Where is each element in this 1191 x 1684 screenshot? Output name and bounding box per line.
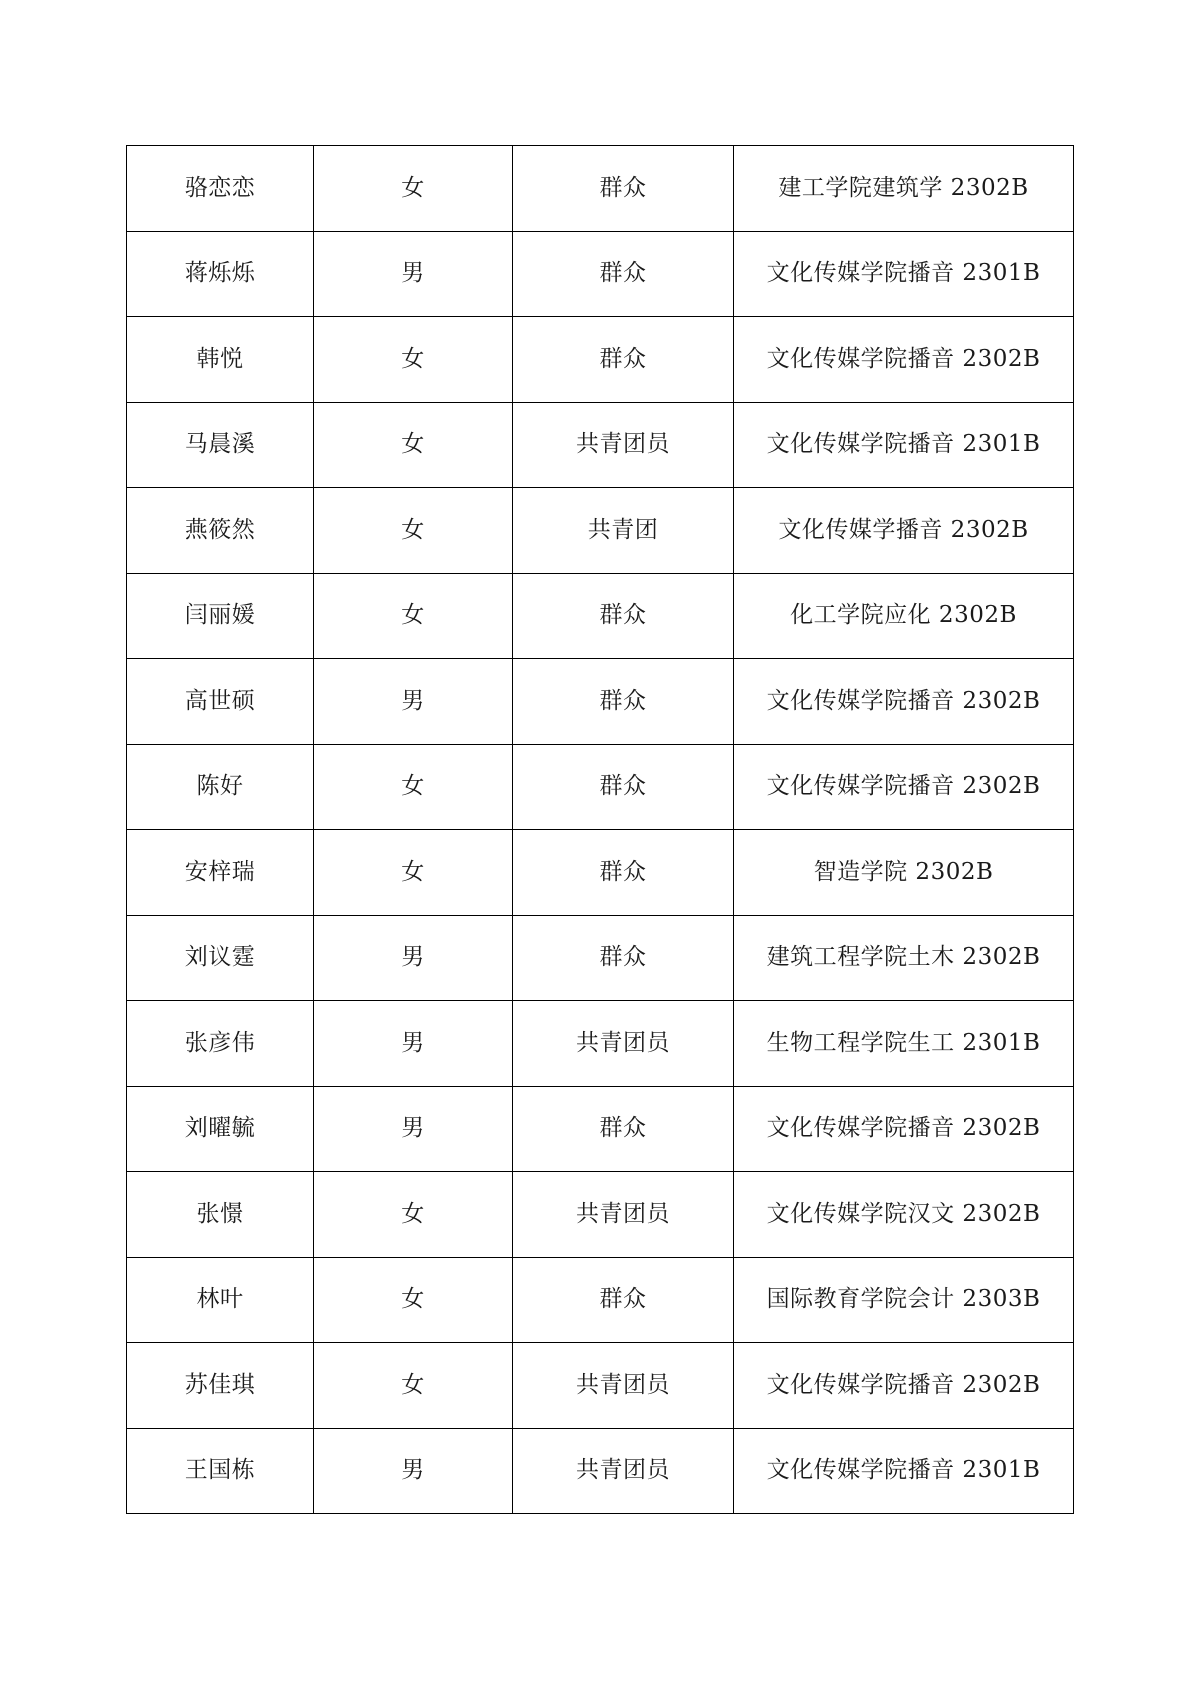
name-cell: 闫丽媛 <box>127 573 314 659</box>
name-cell: 张彦伟 <box>127 1001 314 1087</box>
gender-cell: 男 <box>314 915 513 1001</box>
college-class-cell: 文化传媒学院汉文 2302B <box>734 1172 1074 1258</box>
student-roster-table <box>126 145 1074 1514</box>
name-cell: 高世硕 <box>127 659 314 745</box>
gender-cell: 女 <box>314 146 513 232</box>
political-status-cell: 共青团员 <box>513 1343 734 1429</box>
political-status-cell: 群众 <box>513 146 734 232</box>
college-class-cell: 文化传媒学院播音 2301B <box>734 1428 1074 1514</box>
table-row <box>127 402 1074 488</box>
gender-cell: 女 <box>314 573 513 659</box>
college-class-cell: 文化传媒学院播音 2301B <box>734 231 1074 317</box>
political-status-cell: 群众 <box>513 659 734 745</box>
political-status-cell: 群众 <box>513 573 734 659</box>
college-class-cell: 化工学院应化 2302B <box>734 573 1074 659</box>
name-cell: 骆恋恋 <box>127 146 314 232</box>
table-row <box>127 1172 1074 1258</box>
name-cell: 韩悦 <box>127 317 314 403</box>
political-status-cell: 共青团员 <box>513 1428 734 1514</box>
name-cell: 林叶 <box>127 1257 314 1343</box>
table-row <box>127 659 1074 745</box>
political-status-cell: 群众 <box>513 830 734 916</box>
political-status-cell: 群众 <box>513 317 734 403</box>
name-cell: 刘曜毓 <box>127 1086 314 1172</box>
name-cell: 张憬 <box>127 1172 314 1258</box>
table-row <box>127 573 1074 659</box>
name-cell: 王国栋 <box>127 1428 314 1514</box>
table-row <box>127 317 1074 403</box>
political-status-cell: 共青团员 <box>513 1001 734 1087</box>
table-row <box>127 488 1074 574</box>
political-status-cell: 群众 <box>513 744 734 830</box>
table-row <box>127 1257 1074 1343</box>
table-row <box>127 830 1074 916</box>
college-class-cell: 文化传媒学院播音 2302B <box>734 1343 1074 1429</box>
political-status-cell: 群众 <box>513 1086 734 1172</box>
table-row <box>127 1428 1074 1514</box>
gender-cell: 男 <box>314 1001 513 1087</box>
college-class-cell: 建工学院建筑学 2302B <box>734 146 1074 232</box>
table-row <box>127 915 1074 1001</box>
college-class-cell: 文化传媒学院播音 2302B <box>734 659 1074 745</box>
roster-body <box>127 146 1074 1514</box>
college-class-cell: 建筑工程学院土木 2302B <box>734 915 1074 1001</box>
table-row <box>127 1343 1074 1429</box>
college-class-cell: 国际教育学院会计 2303B <box>734 1257 1074 1343</box>
name-cell: 刘议霆 <box>127 915 314 1001</box>
gender-cell: 女 <box>314 488 513 574</box>
political-status-cell: 共青团员 <box>513 402 734 488</box>
table-row <box>127 146 1074 232</box>
political-status-cell: 群众 <box>513 1257 734 1343</box>
gender-cell: 女 <box>314 402 513 488</box>
college-class-cell: 文化传媒学院播音 2302B <box>734 744 1074 830</box>
gender-cell: 男 <box>314 1428 513 1514</box>
gender-cell: 男 <box>314 1086 513 1172</box>
name-cell: 苏佳琪 <box>127 1343 314 1429</box>
name-cell: 燕筱然 <box>127 488 314 574</box>
gender-cell: 男 <box>314 231 513 317</box>
table-row <box>127 231 1074 317</box>
table-row <box>127 1086 1074 1172</box>
college-class-cell: 智造学院 2302B <box>734 830 1074 916</box>
political-status-cell: 群众 <box>513 231 734 317</box>
gender-cell: 女 <box>314 317 513 403</box>
gender-cell: 女 <box>314 1343 513 1429</box>
name-cell: 马晨溪 <box>127 402 314 488</box>
college-class-cell: 文化传媒学播音 2302B <box>734 488 1074 574</box>
name-cell: 安梓瑞 <box>127 830 314 916</box>
political-status-cell: 群众 <box>513 915 734 1001</box>
name-cell: 陈好 <box>127 744 314 830</box>
gender-cell: 女 <box>314 744 513 830</box>
gender-cell: 女 <box>314 1172 513 1258</box>
gender-cell: 男 <box>314 659 513 745</box>
college-class-cell: 文化传媒学院播音 2302B <box>734 317 1074 403</box>
table-row <box>127 744 1074 830</box>
gender-cell: 女 <box>314 1257 513 1343</box>
name-cell: 蒋烁烁 <box>127 231 314 317</box>
college-class-cell: 生物工程学院生工 2301B <box>734 1001 1074 1087</box>
college-class-cell: 文化传媒学院播音 2301B <box>734 402 1074 488</box>
political-status-cell: 共青团员 <box>513 1172 734 1258</box>
college-class-cell: 文化传媒学院播音 2302B <box>734 1086 1074 1172</box>
table-row <box>127 1001 1074 1087</box>
political-status-cell: 共青团 <box>513 488 734 574</box>
gender-cell: 女 <box>314 830 513 916</box>
